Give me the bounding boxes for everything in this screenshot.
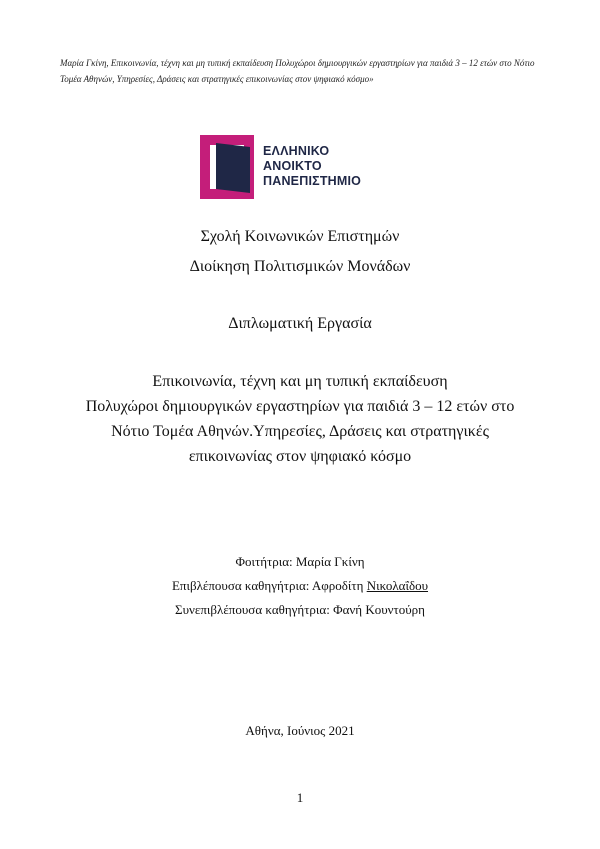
supervisor-surname: Νικολαΐδου (366, 578, 429, 593)
page-number: 1 (296, 790, 304, 805)
place-date: Αθήνα, Ιούνιος 2021 (245, 723, 355, 738)
school-name: Σχολή Κοινωνικών Επιστημών (200, 228, 400, 245)
supervisor-prefix: Επιβλέπουσα καθηγήτρια: Αφροδίτη (171, 578, 367, 593)
school-block (0, 222, 600, 282)
university-logo-text (263, 144, 361, 189)
logo-line-1: ΕΛΛΗΝΙΚΟ (263, 144, 330, 158)
university-logo (200, 135, 362, 199)
people-block (0, 550, 600, 622)
thesis-title (0, 369, 600, 469)
student-name: Φοιτήτρια: Μαρία Γκίνη (235, 554, 365, 569)
program-name: Διοίκηση Πολιτισμικών Μονάδων (189, 258, 411, 275)
supervisor (0, 574, 600, 598)
thesis-title-line-1: Επικοινωνία, τέχνη και μη τυπική εκπαίδευση (152, 373, 448, 390)
thesis-title-rest: Πολυχώροι δημιουργικών εργαστηρίων για παιδιά 3 – 12 ετών στο Νότιο Τομέα Αθηνών.Υπηρεσίες, Δράσεις και στρατηγικές επικοινωνίας στον ψηφιακό κόσμο (85, 398, 515, 465)
logo-line-3: ΠΑΝΕΠΙΣΤΗΜΙΟ (263, 174, 362, 188)
university-logo-mark-icon (200, 135, 254, 199)
logo-line-2: ΑΝΟΙΚΤΟ (263, 159, 322, 173)
co-supervisor: Συνεπιβλέπουσα καθηγήτρια: Φανή Κουντούρη (175, 602, 425, 617)
thesis-type: Διπλωματική Εργασία (228, 315, 372, 332)
running-header: Μαρία Γκίνη, Επικοινωνία, τέχνη και μη τυπική εκπαίδευση Πολυχώροι δημιουργικών εργαστηρίων για παιδιά 3 – 12 ετών στο Νότιο Τομέα Αθηνών, Υπηρεσίες, Δράσεις και στρατηγικές επικοινωνίας στον ψηφιακό κόσμο» (60, 58, 535, 84)
